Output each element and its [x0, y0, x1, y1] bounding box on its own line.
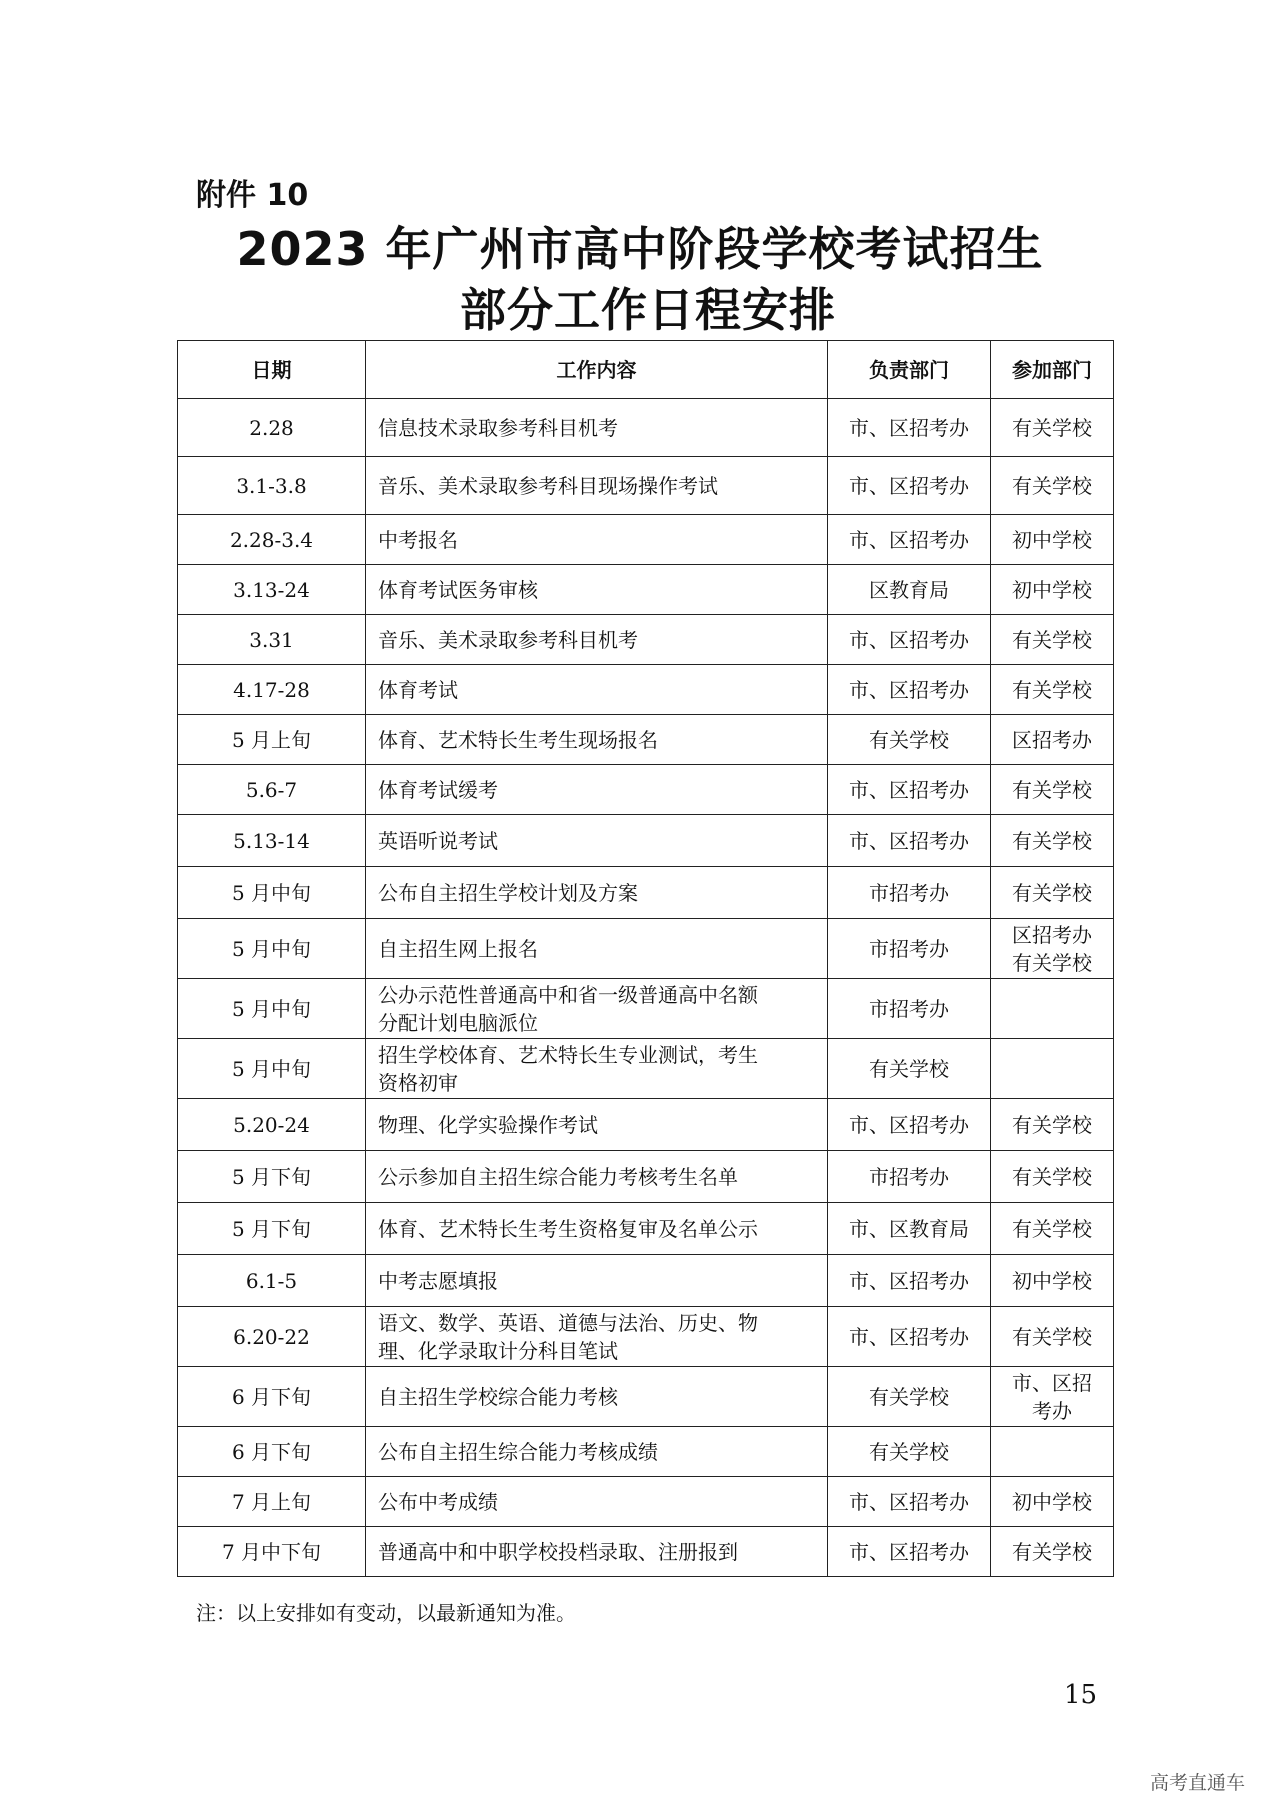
- table-row: [178, 867, 1114, 919]
- cell-participating-line: 考办: [1032, 1398, 1072, 1423]
- cell-content: [366, 867, 828, 919]
- cell-date: 5 月上旬: [178, 715, 366, 765]
- cell-responsible: [828, 1307, 991, 1367]
- cell-date: 6 月下旬: [178, 1427, 366, 1477]
- cell-content: [366, 457, 828, 515]
- cell-participating-line: 有关学校: [1012, 777, 1092, 802]
- cell-participating: [991, 1307, 1114, 1367]
- table-row: [178, 765, 1114, 815]
- cell-content: [366, 1427, 828, 1477]
- cell-responsible: [828, 1527, 991, 1577]
- cell-participating: [991, 457, 1114, 515]
- cell-participating: [991, 615, 1114, 665]
- cell-content: [366, 919, 828, 979]
- cell-content: [366, 399, 828, 457]
- table-row: [178, 1099, 1114, 1151]
- cell-participating: [991, 1151, 1114, 1203]
- cell-participating-line: 初中学校: [1012, 577, 1092, 602]
- cell-content: [366, 565, 828, 615]
- cell-date: 5.20-24: [178, 1099, 366, 1151]
- column-header-participating: 参加部门: [991, 341, 1114, 399]
- cell-content-line: 自主招生网上报名: [378, 936, 538, 961]
- cell-date: 6.1-5: [178, 1255, 366, 1307]
- cell-date: 5 月下旬: [178, 1151, 366, 1203]
- cell-content: [366, 1255, 828, 1307]
- cell-responsible: [828, 457, 991, 515]
- cell-content: [366, 765, 828, 815]
- table-row: [178, 1527, 1114, 1577]
- cell-participating-line: 有关学校: [1012, 1112, 1092, 1137]
- cell-responsible-line: 市、区招考办: [849, 1489, 969, 1514]
- cell-date: 7 月中下旬: [178, 1527, 366, 1577]
- cell-date: 5 月下旬: [178, 1203, 366, 1255]
- cell-responsible-line: 市、区招考办: [849, 677, 969, 702]
- cell-responsible: [828, 515, 991, 565]
- cell-content: [366, 1099, 828, 1151]
- cell-content-line: 理、化学录取计分科目笔试: [378, 1338, 618, 1363]
- cell-content: [366, 1203, 828, 1255]
- cell-responsible: [828, 1203, 991, 1255]
- cell-participating-line: 有关学校: [1012, 1539, 1092, 1564]
- cell-participating: [991, 1427, 1114, 1477]
- cell-participating-line: 区招考办: [1012, 727, 1092, 752]
- cell-responsible-line: 市招考办: [869, 936, 949, 961]
- cell-content-line: 语文、数学、英语、道德与法治、历史、物: [378, 1310, 758, 1335]
- cell-responsible: [828, 1151, 991, 1203]
- cell-participating-line: 有关学校: [1012, 473, 1092, 498]
- cell-responsible-line: 有关学校: [869, 1056, 949, 1081]
- table-row: [178, 515, 1114, 565]
- cell-content-line: 信息技术录取参考科目机考: [378, 415, 618, 440]
- cell-content-line: 中考志愿填报: [378, 1268, 498, 1293]
- cell-participating: [991, 1477, 1114, 1527]
- cell-content: [366, 1527, 828, 1577]
- cell-content-line: 体育考试缓考: [378, 777, 498, 802]
- column-header-content: 工作内容: [366, 341, 828, 399]
- cell-responsible-line: 市招考办: [869, 1164, 949, 1189]
- cell-responsible-line: 市、区招考办: [849, 777, 969, 802]
- document-title-line-2: 部分工作日程安排: [460, 283, 836, 337]
- cell-responsible-line: 市、区招考办: [849, 473, 969, 498]
- cell-content-line: 音乐、美术录取参考科目机考: [378, 627, 638, 652]
- cell-date: 6.20-22: [178, 1307, 366, 1367]
- cell-participating: [991, 1203, 1114, 1255]
- cell-participating: [991, 715, 1114, 765]
- cell-participating-line: 有关学校: [1012, 880, 1092, 905]
- cell-content-line: 普通高中和中职学校投档录取、注册报到: [378, 1539, 738, 1564]
- cell-responsible: [828, 979, 991, 1039]
- cell-participating-line: 有关学校: [1012, 627, 1092, 652]
- schedule-table: [177, 340, 1114, 1577]
- cell-content-line: 体育考试医务审核: [378, 577, 538, 602]
- cell-content-line: 招生学校体育、艺术特长生专业测试，考生: [378, 1042, 758, 1067]
- cell-participating: [991, 867, 1114, 919]
- cell-date: 2.28-3.4: [178, 515, 366, 565]
- cell-content-line: 资格初审: [378, 1070, 458, 1095]
- cell-responsible: [828, 815, 991, 867]
- cell-responsible: [828, 615, 991, 665]
- cell-participating: [991, 979, 1114, 1039]
- cell-date: 3.31: [178, 615, 366, 665]
- cell-content-line: 体育、艺术特长生考生资格复审及名单公示: [378, 1216, 758, 1241]
- cell-responsible: [828, 867, 991, 919]
- cell-participating: [991, 1367, 1114, 1427]
- table-row: [178, 615, 1114, 665]
- cell-responsible-line: 市、区教育局: [849, 1216, 969, 1241]
- cell-participating-line: 初中学校: [1012, 1268, 1092, 1293]
- cell-content-line: 音乐、美术录取参考科目现场操作考试: [378, 473, 718, 498]
- cell-responsible: [828, 1477, 991, 1527]
- cell-responsible: [828, 1255, 991, 1307]
- table-row: [178, 1203, 1114, 1255]
- cell-content-line: 公办示范性普通高中和省一级普通高中名额: [378, 982, 758, 1007]
- table-header-row: [178, 341, 1114, 399]
- cell-content-line: 公布自主招生学校计划及方案: [378, 880, 638, 905]
- watermark: 高考直通车: [1150, 1772, 1246, 1794]
- table-row: [178, 1039, 1114, 1099]
- footnote: 注：以上安排如有变动，以最新通知为准。: [196, 1601, 576, 1625]
- cell-date: 2.28: [178, 399, 366, 457]
- cell-date: 4.17-28: [178, 665, 366, 715]
- cell-content: [366, 1367, 828, 1427]
- cell-participating: [991, 665, 1114, 715]
- document-title-line-1: 2023 年广州市高中阶段学校考试招生: [236, 222, 1044, 276]
- cell-participating-line: 有关学校: [1012, 950, 1092, 975]
- column-header-date: 日期: [178, 341, 366, 399]
- table-row: [178, 1427, 1114, 1477]
- cell-content: [366, 979, 828, 1039]
- cell-content: [366, 1039, 828, 1099]
- cell-content-line: 分配计划电脑派位: [378, 1010, 538, 1035]
- cell-responsible-line: 市招考办: [869, 880, 949, 905]
- table-row: [178, 1477, 1114, 1527]
- cell-date: 6 月下旬: [178, 1367, 366, 1427]
- cell-participating-line: 有关学校: [1012, 1216, 1092, 1241]
- cell-content: [366, 1307, 828, 1367]
- cell-content-line: 公布中考成绩: [378, 1489, 498, 1514]
- cell-participating: [991, 1099, 1114, 1151]
- cell-responsible: [828, 1099, 991, 1151]
- table-row: [178, 715, 1114, 765]
- table-row: [178, 1151, 1114, 1203]
- cell-participating: [991, 919, 1114, 979]
- cell-content: [366, 665, 828, 715]
- schedule-table-body: [178, 399, 1114, 1577]
- cell-content-line: 体育、艺术特长生考生现场报名: [378, 727, 658, 752]
- cell-responsible: [828, 1039, 991, 1099]
- cell-participating: [991, 1039, 1114, 1099]
- cell-content-line: 中考报名: [378, 527, 458, 552]
- cell-responsible-line: 市、区招考办: [849, 828, 969, 853]
- cell-responsible: [828, 715, 991, 765]
- cell-responsible: [828, 565, 991, 615]
- cell-content: [366, 1151, 828, 1203]
- cell-date: 5.13-14: [178, 815, 366, 867]
- cell-participating: [991, 815, 1114, 867]
- cell-content-line: 公示参加自主招生综合能力考核考生名单: [378, 1164, 738, 1189]
- cell-participating-line: 区招考办: [1012, 922, 1092, 947]
- cell-participating: [991, 1255, 1114, 1307]
- cell-content-line: 体育考试: [378, 677, 458, 702]
- column-header-responsible: 负责部门: [828, 341, 991, 399]
- cell-participating-line: 有关学校: [1012, 677, 1092, 702]
- table-row: [178, 979, 1114, 1039]
- table-row: [178, 1255, 1114, 1307]
- cell-responsible: [828, 399, 991, 457]
- cell-participating-line: 市、区招: [1012, 1370, 1092, 1395]
- table-row: [178, 1367, 1114, 1427]
- cell-responsible: [828, 665, 991, 715]
- cell-responsible-line: 市、区招考办: [849, 1268, 969, 1293]
- table-row: [178, 457, 1114, 515]
- cell-participating: [991, 565, 1114, 615]
- cell-responsible-line: 有关学校: [869, 1384, 949, 1409]
- cell-participating: [991, 399, 1114, 457]
- cell-date: 5 月中旬: [178, 867, 366, 919]
- cell-responsible-line: 市、区招考办: [849, 1539, 969, 1564]
- cell-participating-line: 初中学校: [1012, 1489, 1092, 1514]
- table-row: [178, 1307, 1114, 1367]
- cell-responsible-line: 市、区招考办: [849, 1112, 969, 1137]
- cell-participating-line: 有关学校: [1012, 415, 1092, 440]
- cell-content: [366, 815, 828, 867]
- cell-responsible-line: 市、区招考办: [849, 527, 969, 552]
- table-row: [178, 665, 1114, 715]
- cell-date: 5.6-7: [178, 765, 366, 815]
- page-number: 15: [1064, 1680, 1098, 1710]
- table-row: [178, 399, 1114, 457]
- cell-content-line: 英语听说考试: [378, 828, 498, 853]
- cell-responsible-line: 有关学校: [869, 727, 949, 752]
- cell-content: [366, 1477, 828, 1527]
- cell-participating-line: 初中学校: [1012, 527, 1092, 552]
- cell-responsible-line: 区教育局: [869, 577, 949, 602]
- cell-date: 3.13-24: [178, 565, 366, 615]
- cell-date: 5 月中旬: [178, 979, 366, 1039]
- cell-participating: [991, 1527, 1114, 1577]
- cell-date: 7 月上旬: [178, 1477, 366, 1527]
- cell-content-line: 物理、化学实验操作考试: [378, 1112, 598, 1137]
- cell-responsible-line: 市招考办: [869, 996, 949, 1021]
- cell-content: [366, 515, 828, 565]
- cell-responsible-line: 市、区招考办: [849, 415, 969, 440]
- cell-responsible: [828, 919, 991, 979]
- cell-content: [366, 615, 828, 665]
- cell-responsible: [828, 1367, 991, 1427]
- cell-date: 3.1-3.8: [178, 457, 366, 515]
- cell-participating-line: 有关学校: [1012, 1164, 1092, 1189]
- cell-content-line: 公布自主招生综合能力考核成绩: [378, 1439, 658, 1464]
- table-row: [178, 919, 1114, 979]
- attachment-label: 附件 10: [196, 178, 309, 213]
- cell-content: [366, 715, 828, 765]
- cell-participating-line: 有关学校: [1012, 828, 1092, 853]
- cell-responsible-line: 市、区招考办: [849, 627, 969, 652]
- cell-responsible-line: 市、区招考办: [849, 1324, 969, 1349]
- cell-responsible: [828, 765, 991, 815]
- cell-date: 5 月中旬: [178, 1039, 366, 1099]
- cell-date: 5 月中旬: [178, 919, 366, 979]
- table-row: [178, 815, 1114, 867]
- cell-participating-line: 有关学校: [1012, 1324, 1092, 1349]
- cell-responsible: [828, 1427, 991, 1477]
- cell-responsible-line: 有关学校: [869, 1439, 949, 1464]
- cell-participating: [991, 515, 1114, 565]
- cell-content-line: 自主招生学校综合能力考核: [378, 1384, 618, 1409]
- cell-participating: [991, 765, 1114, 815]
- table-row: [178, 565, 1114, 615]
